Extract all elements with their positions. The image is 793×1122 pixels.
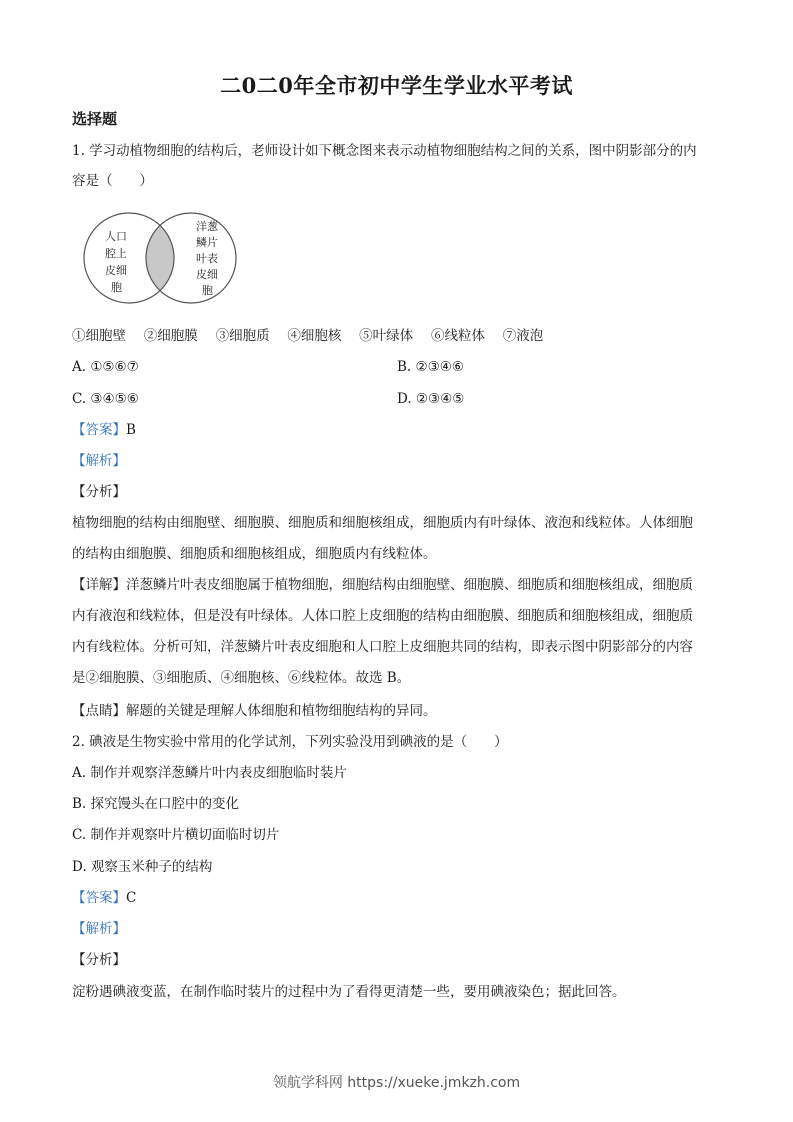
venn-right-line1: 洋葱 (196, 220, 218, 233)
q1-detail-line4: 是②细胞膜、③细胞质、④细胞核、⑥线粒体。故选 B。 (72, 670, 411, 686)
q1-answer: B (126, 422, 136, 438)
q1-detail-line1: 【详解】洋葱鳞片叶表皮细胞属于植物细胞，细胞结构由细胞壁、细胞膜、细胞质和细胞核组成，细胞质 (72, 577, 693, 593)
venn-diagram (75, 210, 255, 306)
q1-detail-line2: 内有液泡和线粒体，但是没有叶绿体。人体口腔上皮细胞的结构由细胞膜、细胞质和细胞核组成，细胞质 (72, 608, 693, 624)
page-footer: 领航学科网 https://xueke.jmkzh.com (272, 1075, 521, 1091)
venn-left-line2: 腔上 (105, 247, 127, 260)
q1-stem-line2: 容是（ ） (72, 173, 153, 189)
q1-fenxi-tag: 【分析】 (72, 484, 126, 500)
q1-answer-row (72, 420, 136, 440)
venn-left-line1: 人口 (105, 230, 127, 243)
venn-right-line5: 胞 (202, 284, 213, 297)
q2-fenxi-line1: 淀粉遇碘液变蓝，在制作临时装片的过程中为了看得更清楚一些，要用碘液染色；据此回答。 (72, 984, 626, 1000)
q2-stem: 2. 碘液是生物实验中常用的化学试剂，下列实验没用到碘液的是（ ） (72, 734, 508, 750)
venn-right-line3: 叶表 (196, 252, 218, 265)
section-heading: 选择题 (72, 110, 118, 128)
q1-detail-line3: 内有线粒体。分析可知，洋葱鳞片叶表皮细胞和人口腔上皮细胞共同的结构，即表示图中阴影部分的内容 (72, 639, 693, 655)
venn-right-line2: 鳞片 (196, 236, 218, 249)
q1-stem-line1: 1. 学习动植物细胞的结构后，老师设计如下概念图来表示动植物细胞结构之间的关系，图中阴影部分的内 (72, 143, 697, 159)
q1-fenxi-line2: 的结构由细胞膜、细胞质和细胞核组成，细胞质内有线粒体。 (72, 546, 437, 562)
q2-fenxi-tag: 【分析】 (72, 952, 126, 968)
q1-option-c: C. ③④⑤⑥ (72, 391, 139, 407)
q1-analysis-tag: 【解析】 (72, 453, 126, 469)
q2-option-a: A. 制作并观察洋葱鳞片叶内表皮细胞临时装片 (72, 765, 347, 781)
q1-option-b: B. ②③④⑥ (397, 359, 464, 375)
venn-left-line4: 胞 (111, 281, 122, 294)
q2-answer: C (126, 890, 137, 906)
venn-left-line3: 皮细 (105, 264, 127, 277)
q2-option-d: D. 观察玉米种子的结构 (72, 859, 213, 875)
page-title: 二0二0年全市初中学生学业水平考试 (220, 73, 573, 98)
venn-right-line4: 皮细 (196, 268, 218, 281)
q1-fenxi-line1: 植物细胞的结构由细胞壁、细胞膜、细胞质和细胞核组成，细胞质内有叶绿体、液泡和线粒体。人体细胞 (72, 515, 693, 531)
q2-answer-tag: 【答案】 (72, 890, 126, 906)
q1-option-a: A. ①⑤⑥⑦ (72, 359, 139, 375)
q1-option-d: D. ②③④⑤ (397, 391, 465, 407)
q1-items: ①细胞壁 ②细胞膜 ③细胞质 ④细胞核 ⑤叶绿体 ⑥线粒体 ⑦液泡 (72, 328, 544, 344)
q2-answer-row (72, 888, 136, 908)
q2-option-c: C. 制作并观察叶片横切面临时切片 (72, 827, 280, 843)
q1-dianjing: 【点睛】解题的关键是理解人体细胞和植物细胞结构的异同。 (72, 703, 437, 719)
q2-analysis-tag: 【解析】 (72, 921, 126, 937)
q1-answer-tag: 【答案】 (72, 422, 126, 438)
q2-option-b: B. 探究馒头在口腔中的变化 (72, 796, 240, 812)
